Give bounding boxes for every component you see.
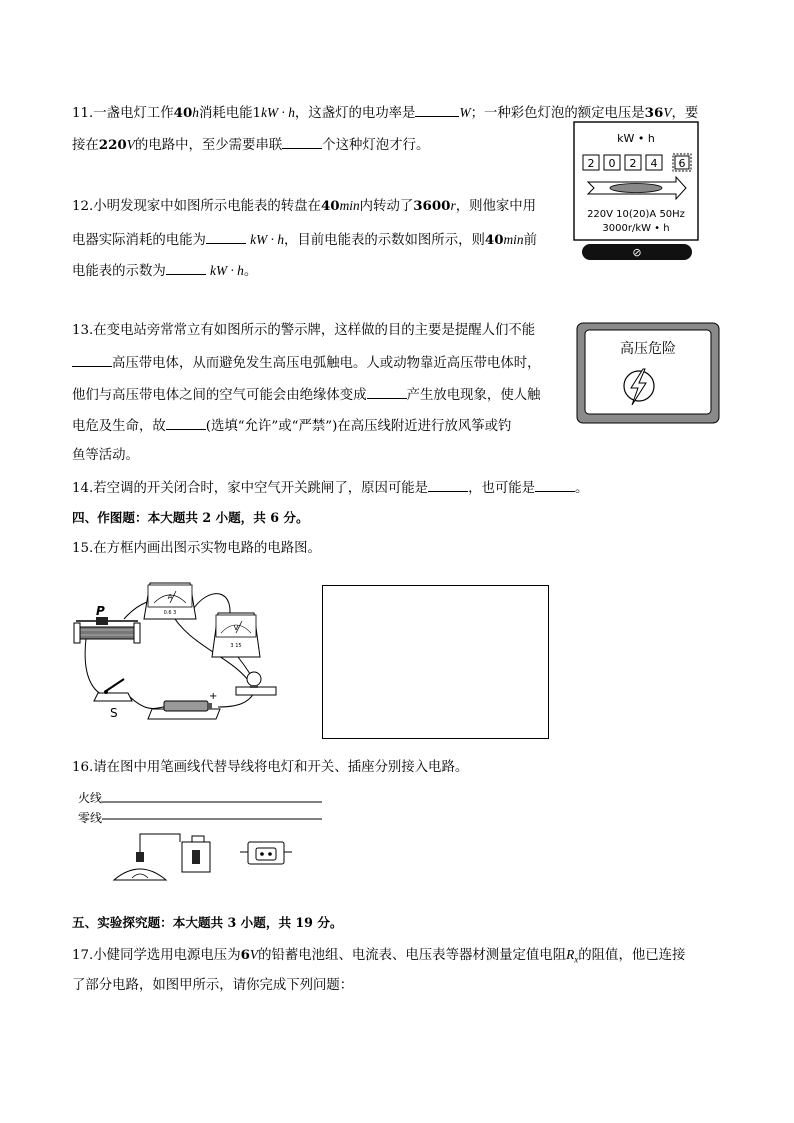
q13-line1: 13.在变电站旁常常立有如图所示的警示牌，这样做的目的主要是提醒人们不能 xyxy=(72,323,536,338)
svg-text:0.6 3: 0.6 3 xyxy=(163,610,177,616)
q12-line3: 电能表的示数为 kW · h。 xyxy=(72,260,257,282)
q11-line1: 11.一盏电灯工作40h消耗电能1kW · h，这盏灯的电功率是 W；一种彩色灯泡的额定电压是36V，要 xyxy=(72,102,698,124)
section-4-heading: 四、作图题：本大题共 2 小题，共 6 分。 xyxy=(72,510,309,525)
wall-socket xyxy=(240,842,292,864)
section-5-heading: 五、实验探究题：本大题共 3 小题，共 19 分。 xyxy=(72,915,343,930)
meter-unit: kW • h xyxy=(617,132,655,145)
q17-line1: 17.小健同学选用电源电压为6V的铅蓄电池组、电流表、电压表等器材测量定值电阻$R_x$的阻值，他已连接 xyxy=(72,947,686,965)
svg-text:A: A xyxy=(167,593,173,601)
voltmeter xyxy=(212,613,260,657)
q12-line2: 电器实际消耗的电能为 kW · h，目前电能表的示数如图所示，则40min前 xyxy=(72,229,537,251)
meter-disc xyxy=(610,184,662,193)
switch xyxy=(94,679,132,701)
high-voltage-sign xyxy=(576,322,720,424)
rheostat-slider xyxy=(96,617,108,625)
label-plus: + xyxy=(209,691,218,702)
q14-line: 14.若空调的开关闭合时，家中空气开关跳闸了，原因可能是 ，也可能是 。 xyxy=(72,477,588,499)
energy-meter-figure xyxy=(572,120,700,262)
physical-circuit-figure xyxy=(68,575,282,723)
q15-line: 15.在方框内画出图示实物电路的电路图。 xyxy=(72,541,321,556)
rheostat xyxy=(74,617,140,643)
meter-spec2: 3000r/kW • h xyxy=(602,223,670,234)
q17-line2: 了部分电路，如图甲所示，请你完成下列问题： xyxy=(72,978,354,993)
answer-blank[interactable] xyxy=(367,384,407,399)
answer-blank[interactable] xyxy=(72,352,112,367)
answer-blank[interactable] xyxy=(428,477,468,492)
meter-digit: 6 xyxy=(678,157,686,170)
answer-blank[interactable] xyxy=(166,260,206,275)
answer-blank[interactable] xyxy=(282,134,322,149)
neutral-wire-label: 零线 xyxy=(78,811,103,825)
q12-line1: 12.小明发现家中如图所示电能表的转盘在40min内转动了3600r，则他家中用 xyxy=(72,198,537,214)
svg-text:3 15: 3 15 xyxy=(230,643,242,649)
wall-switch xyxy=(182,836,210,872)
bulb xyxy=(236,672,276,695)
meter-digit: 0 xyxy=(608,157,616,170)
q16-line: 16.请在图中用笔画线代替导线将电灯和开关、插座分别接入电路。 xyxy=(72,760,469,775)
lamp xyxy=(114,834,180,880)
answer-blank[interactable] xyxy=(415,102,459,117)
label-p: P xyxy=(96,604,105,618)
label-s: S xyxy=(110,706,118,720)
live-wire-label: 火线 xyxy=(78,791,103,805)
ammeter xyxy=(144,583,196,619)
q13-line4: 电危及生命，故 (选填“允许”或“严禁”)在高压线附近进行放风筝或钓 xyxy=(72,415,511,437)
answer-blank[interactable] xyxy=(206,229,246,244)
meter-spec1: 220V 10(20)A 50Hz xyxy=(587,209,685,220)
q13-line3: 他们与高压带电体之间的空气可能会由绝缘体变成 产生放电现象，使人触 xyxy=(72,384,541,406)
sign-title: 高压危险 xyxy=(620,341,676,357)
no-symbol-icon: ⊘ xyxy=(632,246,642,259)
svg-text:V: V xyxy=(233,624,239,632)
battery xyxy=(148,701,220,719)
q11-line2: 接在220V的电路中，至少需要串联 个这种灯泡才行。 xyxy=(72,134,429,156)
household-circuit-figure xyxy=(100,792,326,898)
meter-digit: 2 xyxy=(629,157,637,170)
answer-blank[interactable] xyxy=(166,415,206,430)
answer-blank[interactable] xyxy=(535,477,575,492)
drawing-answer-box[interactable] xyxy=(322,585,549,739)
meter-digit: 2 xyxy=(587,157,595,170)
q13-line5: 鱼等活动。 xyxy=(72,448,139,463)
q13-line2: 高压带电体，从而避免发生高压电弧触电。人或动物靠近高压带电体时， xyxy=(72,352,541,374)
meter-digit: 4 xyxy=(650,157,658,170)
